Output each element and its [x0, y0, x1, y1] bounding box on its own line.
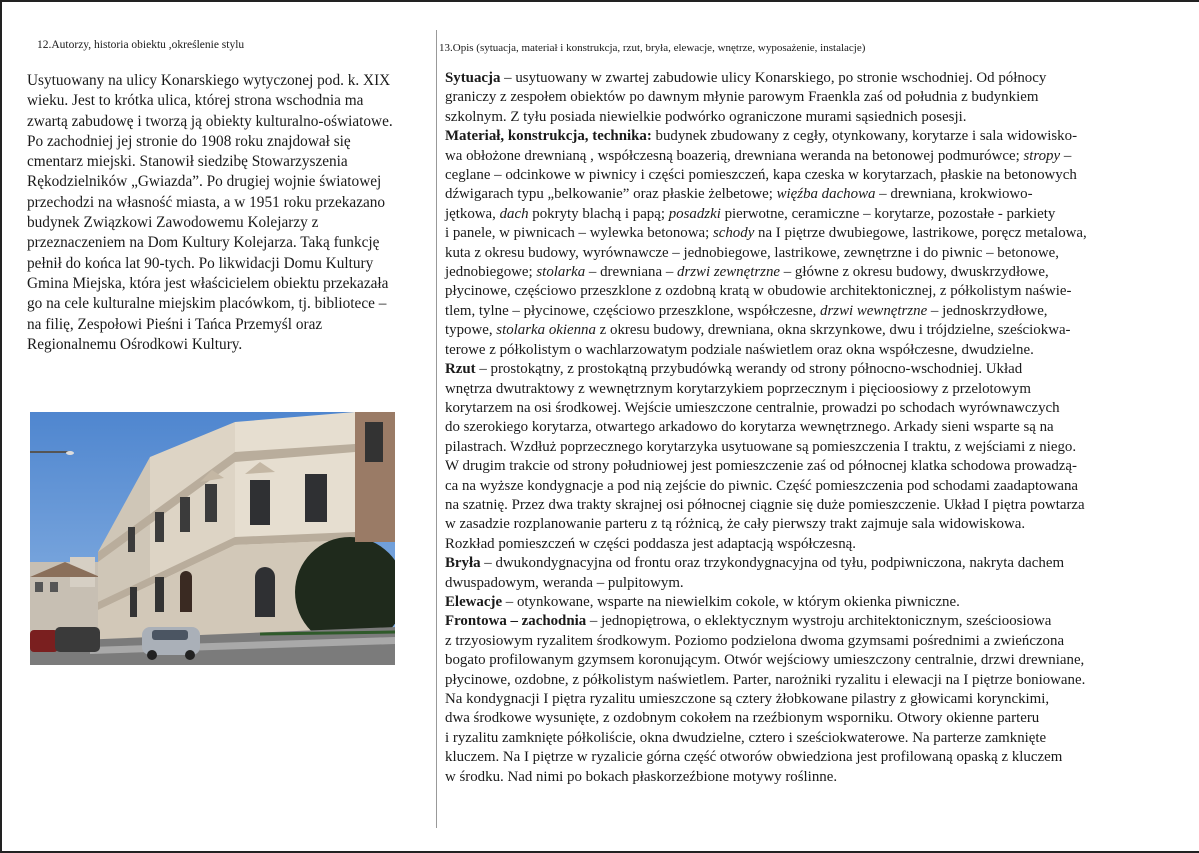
description-line — [445, 554, 1185, 573]
description-line — [445, 127, 1185, 146]
text-run: z trzyosiowym ryzalitem środkowym. Poziomo podzielona dwoma gzymsami pośrednimi a zwieńczona — [445, 632, 1065, 649]
description-line — [445, 399, 1185, 418]
description-line — [445, 244, 1185, 263]
description-line — [445, 632, 1185, 651]
text-run: – drewniana, krokwiowo- — [875, 186, 1033, 203]
description-line — [445, 651, 1185, 670]
description-line — [445, 535, 1185, 554]
column-divider — [436, 30, 437, 828]
description-line — [445, 302, 1185, 321]
history-text — [27, 71, 433, 355]
description-line — [445, 341, 1185, 360]
term-italic: stolarka okienna — [496, 322, 596, 339]
history-line: na filię, Zespołowi Pieśni i Tańca Przemyśl oraz — [27, 315, 323, 333]
text-run: w środku. Nad nimi po bokach płaskorzeźbione motywy roślinne. — [445, 768, 838, 785]
text-run: ceglane – odcinkowe w piwnicy i części pomieszczeń, kapa czeska w korytarzach, płaskie na betonowych — [445, 167, 1077, 184]
text-run: jętkowa, — [445, 205, 500, 222]
section-heading: Rzut — [445, 361, 476, 378]
text-run: tlem, tylne – płycinowe, częściowo przeszklone, współczesne, — [445, 302, 821, 319]
text-run: z okresu budowy, drewniana, okna skrzynkowe, dwu i trójdzielne, sześciokwa- — [595, 322, 1071, 339]
description-line — [445, 438, 1185, 457]
text-run: korytarzem na osi środkowej. Wejście umieszczone centralnie, prowadzi po schodach wyrównawczych — [445, 399, 1060, 416]
text-run: pierwotne, ceramiczne – korytarze, pozostałe - parkiety — [720, 205, 1056, 222]
history-line: przeznaczeniem na Dom Kultury Kolejarza. Taką funkcję — [27, 234, 380, 252]
text-run: i panele, w piwnicach – wylewka betonowa; — [445, 225, 713, 242]
term-italic: więźba dachowa — [776, 186, 876, 203]
section-12-header: 12.Autorzy, historia obiektu ,określenie stylu — [37, 39, 245, 51]
section-heading: Bryła — [445, 555, 481, 572]
text-run: ca na wyższe kondygnacje a pod nią zejście do piwnic. Część pomieszczenia pod schodami zaadaptowana — [445, 477, 1079, 494]
text-run: płycinowe, częściowo przeszklone z ozdobną kratą w obudowie architektonicznej, z półkolistym naświe- — [445, 283, 1072, 300]
description-line — [445, 574, 1185, 593]
section-heading: Frontowa – zachodnia — [445, 613, 587, 630]
text-run: – usytuowany w zwartej zabudowie ulicy Konarskiego, po stronie wschodniej. Od północy — [500, 70, 1047, 86]
text-run: – — [1060, 147, 1072, 164]
term-italic: schody — [712, 225, 755, 242]
term-italic: drzwi wewnętrzne — [820, 302, 928, 319]
history-line: przechodzi na własność miasta, a w 1951 roku przekazano — [27, 193, 386, 211]
history-line: pełnił do końca lat 90-tych. Po likwidacji Domu Kultury — [27, 254, 374, 272]
history-line: Gmina Miejska, która jest właścicielem obiektu przekazała — [27, 274, 389, 292]
text-run: jednobiegowe; — [445, 264, 537, 281]
text-run: – dwukondygnacyjna od frontu oraz trzykondygnacyjna od tyłu, podpiwniczona, nakryta dachem — [480, 555, 1065, 572]
text-run: na I piętrze dwubiegowe, lastrikowe, poręcz metalowa, — [754, 225, 1087, 242]
description-line — [445, 263, 1185, 282]
text-run: – otynkowane, wsparte na niewielkim cokole, w którym okienka piwniczne. — [502, 593, 960, 610]
description-line — [445, 418, 1185, 437]
text-run: i ryzalitu zamknięte półkoliście, okna dwudzielne, cztero i sześciokwaterowe. Na parterze zamknięte — [445, 729, 1047, 746]
description-line — [445, 205, 1185, 224]
text-run: budynek zbudowany z cegły, otynkowany, korytarze i sala widowisko- — [651, 128, 1078, 145]
term-italic: stropy — [1023, 147, 1061, 164]
history-line: go na cele kulturalne miejskim placówkom, tj. bibliotece – — [27, 295, 387, 313]
text-run: typowe, — [445, 322, 497, 339]
description-line — [445, 185, 1185, 204]
history-line: wieku. Jest to krótka ulica, której strona wschodnia ma — [27, 92, 364, 110]
history-line: Po zachodniej jej stronie do 1908 roku znajdował się — [27, 132, 351, 150]
text-run: bogato profilowanym gzymsem koronującym. Otwór wejściowy umieszczony centralnie, drzwi drewniane, — [445, 652, 1085, 669]
description-line — [445, 69, 1185, 88]
history-line: Usytuowany na ulicy Konarskiego wytyczonej pod. k. XIX — [27, 72, 391, 89]
description-line — [445, 515, 1185, 534]
description-line — [445, 496, 1185, 515]
text-run: dwuspadowym, weranda – pulpitowym. — [445, 574, 684, 591]
text-run: Rozkład pomieszczeń w części poddasza jest adaptacją współczesną. — [445, 535, 856, 552]
description-line — [445, 166, 1185, 185]
text-run: wa obłożone drewnianą , współczesną boazerią, drewniana weranda na betonowej podmurówce; — [445, 147, 1024, 164]
term-italic: drzwi zewnętrzne — [677, 264, 780, 281]
section-heading: Materiał, konstrukcja, technika: — [445, 128, 652, 145]
text-run: Na kondygnacji I piętra ryzalitu umieszczone są cztery żłobkowane pilastry z głowicami korynckimi, — [445, 691, 1050, 707]
text-run: płycinowe, ozdobne, z półkolistym naświetlem. Parter, narożniki ryzalitu i elewacji na I piętrze boniowane. — [445, 671, 1086, 688]
description-line — [445, 593, 1185, 612]
description-line — [445, 380, 1185, 399]
text-run: – jednopiętrowa, o eklektycznym wystroju architektonicznym, sześcioosiowa — [586, 613, 1052, 630]
description-line — [445, 88, 1185, 107]
history-line: budynek Związkowi Zawodowemu Kolejarzy z — [27, 214, 319, 232]
text-run: dźwigarach typu „belkowanie” oraz płaskie żelbetowe; — [445, 186, 777, 203]
description-line — [445, 477, 1185, 496]
description-line — [445, 748, 1185, 767]
text-run: pokryty blachą i papą; — [528, 205, 669, 222]
description-line — [445, 729, 1185, 748]
text-run: – prostokątny, z prostokątną przybudówką werandy od strony północno-wschodniej. Układ — [475, 361, 1023, 378]
history-line: cmentarz miejski. Stanowił siedzibę Stowarzyszenia — [27, 153, 348, 171]
text-run: w zasadzie rozplanowanie parteru z tą różnicą, że cały pierwszy trakt zajmuje sala widowiskowa. — [445, 516, 1026, 533]
description-line — [445, 768, 1185, 787]
description-line — [445, 321, 1185, 340]
description-text — [445, 69, 1185, 787]
text-run: kuta z okresu budowy, wyrównawcze – jednobiegowe, lastrikowe, zewnętrzne i do piwnic – betonowe, — [445, 244, 1059, 261]
description-line — [445, 360, 1185, 379]
section-13-header: 13.Opis (sytuacja, materiał i konstrukcja, rzut, bryła, elewacje, wnętrze, wyposażenie, instalacje) — [439, 42, 866, 54]
description-line — [445, 224, 1185, 243]
text-run: do szerokiego korytarza, otwartego arkadowo do korytarza wewnętrznego. Arkady sieni wsparte są na — [445, 419, 1054, 436]
term-italic: dach — [499, 205, 529, 222]
description-line — [445, 671, 1185, 690]
term-italic: stolarka — [536, 264, 586, 281]
text-run: kluczem. Na I piętrze w ryzalicie górna część otworów obwiedziona jest profilowaną opaską z kluczem — [445, 749, 1063, 766]
text-run: W drugim trakcie od strony południowej jest pomieszczenie zaś od północnej klatka schodowa prowadzą- — [445, 458, 1077, 475]
history-line: Regionalnemu Ośrodkowi Kultury. — [27, 335, 243, 353]
text-run: wnętrza dwutraktowy z wewnętrznym korytarzykiem poprzecznym i pięcioosiowy z przelotowym — [445, 380, 1031, 397]
description-line — [445, 457, 1185, 476]
section-heading: Elewacje — [445, 593, 503, 610]
history-line: Rękodzielników „Gwiazda”. Po drugiej wojnie światowej — [27, 173, 382, 191]
description-line — [445, 108, 1185, 127]
text-run: – drewniana – — [585, 264, 677, 281]
text-run: terowe z półkolistym o wachlarzowatym podziale naświetlem oraz okna współczesne, dwudzielne. — [445, 341, 1034, 358]
history-line: zwartą zabudowę i tworzą ją obiekty kulturalno-oświatowe. — [27, 112, 393, 130]
description-line — [445, 709, 1185, 728]
text-run: – główne z okresu budowy, dwuskrzydłowe, — [780, 264, 1049, 281]
text-run: na szatnię. Przez dwa trakty skrajnej osi północnej ciągnie się duże pomieszczenie. Układ I piętra powtarza — [445, 496, 1085, 513]
text-run: graniczy z zespołem obiektów po dawnym młynie parowym Fraenkla zaś od południa z budynkiem — [445, 89, 1039, 106]
text-run: dwa środkowe wysunięte, z ozdobnym cokołem na rzeźbionym wsporniku. Otwory okienne parteru — [445, 710, 1040, 727]
section-heading: Sytuacja — [445, 70, 501, 86]
description-line — [445, 612, 1185, 631]
description-line — [445, 147, 1185, 166]
description-line — [445, 690, 1185, 709]
text-run: – jednoskrzydłowe, — [927, 302, 1048, 319]
text-run: szkolnym. Z tyłu posiada niewielkie podwórko ograniczone murami sąsiednich posesji. — [445, 108, 967, 125]
term-italic: posadzki — [668, 205, 721, 222]
description-line — [445, 282, 1185, 301]
text-run: pilastrach. Wzdłuż poprzecznego korytarzyka usytuowane są pomieszczenia I traktu, z wejściami z niego. — [445, 438, 1077, 455]
building-photo — [30, 412, 395, 665]
